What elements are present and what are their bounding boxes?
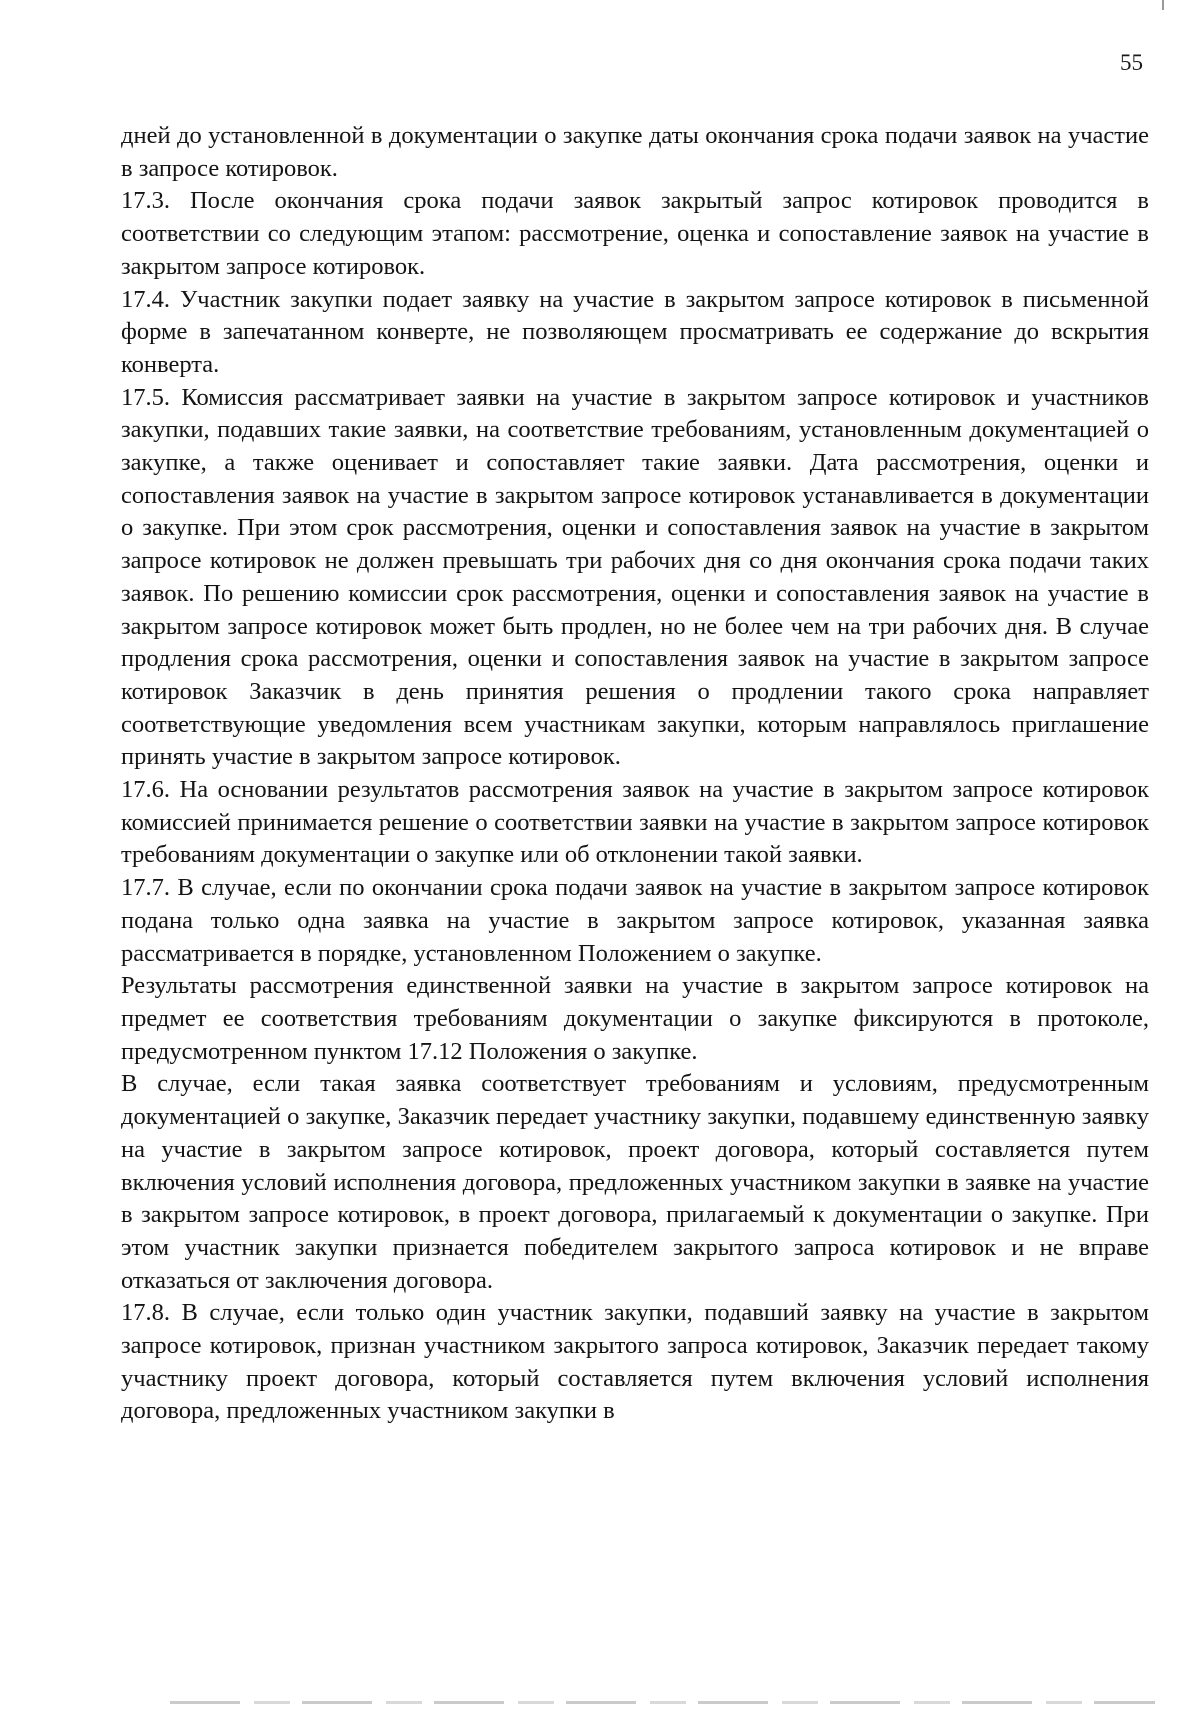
- paragraph-17-5: 17.5. Комиссия рассматривает заявки на участие в закрытом запросе котировок и участников закупки, подавших такие заявки, на соответствие требованиям, установленным документацией о закупке, а также оценивает и сопоставляет такие заявки. Дата рассмотрения, оценки и сопоставления заявок на участие в закрытом запросе котировок устанавливается в документации о закупке. При этом срок рассмотрения, оценки и сопоставления заявок на участие в закрытом запросе котировок не должен превышать три рабочих дня со дня окончания срока подачи таких заявок. По решению комиссии срок рассмотрения, оценки и сопоставления заявок на участие в закрытом запросе котировок может быть продлен, но не более чем на три рабочих дня. В случае продления срока рассмотрения, оценки и сопоставления заявок на участие в закрытом запросе котировок Заказчик в день принятия решения о продлении такого срока направляет соответствующие уведомления всем участникам закупки, которым направлялось приглашение принять участие в закрытом запросе котировок.: [121, 383, 1149, 771]
- scan-edge-mark: [1162, 0, 1164, 10]
- scan-bottom-artifact: [170, 1701, 1155, 1704]
- paragraph-17-7: 17.7. В случае, если по окончании срока подачи заявок на участие в закрытом запросе котировок подана только одна заявка на участие в закрытом запросе котировок, указанная заявка рассматривается в порядке, установленном Положением о закупке.: [121, 874, 1149, 967]
- page-number: 55: [1120, 50, 1143, 75]
- paragraph-17-8: 17.8. В случае, если только один участник закупки, подавший заявку на участие в закрытом запросе котировок, признан участником закрытого запроса котировок, Заказчик передает такому участнику проект договора, который составляется путем включения условий исполнения договора, предложенных участником закупки в: [121, 1299, 1149, 1425]
- paragraph-17-3: 17.3. После окончания срока подачи заявок закрытый запрос котировок проводится в соответствии со следующим этапом: рассмотрение, оценка и сопоставление заявок на участие в закрытом запросе котировок.: [121, 187, 1149, 280]
- paragraph-17-7-results: Результаты рассмотрения единственной заявки на участие в закрытом запросе котировок на предмет ее соответствия требованиям документации о закупке фиксируются в протоколе, предусмотренном пунктом 17.12 Положения о закупке.: [121, 972, 1149, 1065]
- paragraph-17-7-contract: В случае, если такая заявка соответствует требованиям и условиям, предусмотренным документацией о закупке, Заказчик передает участнику закупки, подавшему единственную заявку на участие в закрытом запросе котировок, проект договора, который составляется путем включения условий исполнения договора, предложенных участником закупки в заявке на участие в закрытом запросе котировок, в проект договора, прилагаемый к документации о закупке. При этом участник закупки признается победителем закрытого запроса котировок и не вправе отказаться от заключения договора.: [121, 1070, 1149, 1294]
- paragraph-17-6: 17.6. На основании результатов рассмотрения заявок на участие в закрытом запросе котировок комиссией принимается решение о соответствии заявки на участие в закрытом запросе котировок требованиям документации о закупке или об отклонении такой заявки.: [121, 776, 1149, 869]
- document-body: [121, 120, 1149, 1428]
- paragraph-continuation: дней до установленной в документации о закупке даты окончания срока подачи заявок на участие в запросе котировок.: [121, 122, 1149, 182]
- paragraph-17-4: 17.4. Участник закупки подает заявку на участие в закрытом запросе котировок в письменной форме в запечатанном конверте, не позволяющем просматривать ее содержание до вскрытия конверта.: [121, 285, 1149, 378]
